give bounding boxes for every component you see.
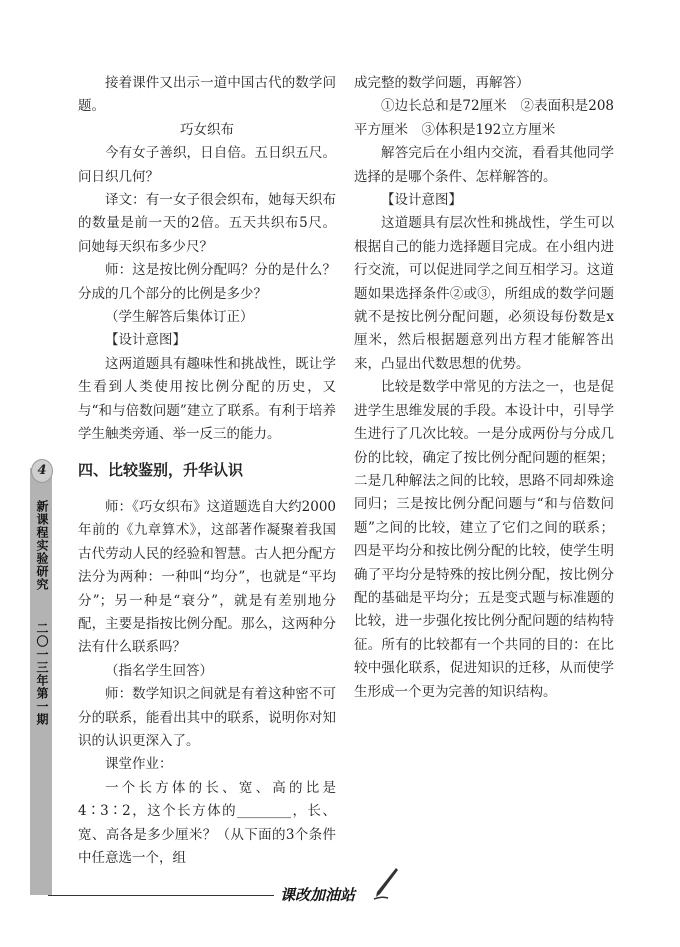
paragraph: 这两道题具有趣味性和挑战性，既让学生看到人类使用按比例分配的历史，又与“和与倍数问题”建立了联系。有利于培养学生触类旁通、举一反三的能力。: [78, 355, 336, 443]
pen-icon: [372, 866, 400, 900]
design-intent-label: 【设计意图】: [381, 192, 462, 209]
paragraph: 这道题具有层次性和挑战性，学生可以根据自己的能力选择题目完成。在小组内进行交流，可以促进同学之间互相学习。这道题如果选择条件②或③，所组成的数学问题就不是按比例分配问题，必须设每份数是x厘米，然后根据题意列出方程才能解答出来，凸显出代数思想的优势。: [354, 215, 614, 372]
paragraph: 比较是数学中常见的方法之一，也是促进学生思维发展的手段。本设计中，引导学生进行了几次比较。一是分成两份与分成几份的比较，确定了按比例分配问题的框架；二是几种解法之间的比较，思路不同却殊途同归；三是按比例分配问题与“和与倍数问题”之间的比较，建立了它们之间的联系；四是平均分和按比例分配的比较，使学生明确了平均分是特殊的按比例分配，按比例分配的基础是平均分；五是变式题与标准题的比较，进一步强化按比例分配问题的结构特征。所有的比较都有一个共同的目的：在比较中强化联系，促进知识的迁移，从而使学生形成一个更为完善的知识结构。: [354, 379, 614, 700]
paragraph: 师：数学知识之间就是有着这种密不可分的联系，能看出其中的联系，说明你对知识的认识更深入了。: [78, 686, 336, 749]
right-column: [354, 72, 614, 704]
section-heading: 四、比较鉴别，升华认识: [78, 460, 244, 479]
footer-brand: 课改加油站: [280, 886, 356, 904]
paragraph: （指名学生回答）: [105, 662, 213, 679]
paragraph: 译文：有一女子很会织布，她每天织布的数量是前一天的2倍。五天共织布5尺。问她每天织布多少尺？: [78, 192, 336, 255]
footer-rule: [48, 895, 274, 896]
page-number: 4: [31, 459, 53, 483]
paragraph: 课堂作业：: [105, 756, 173, 773]
paragraph: （学生解答后集体订正）: [105, 309, 254, 326]
design-intent-label: 【设计意图】: [105, 332, 186, 349]
paragraph: 成完整的数学问题，再解答）: [354, 75, 530, 91]
left-column: [78, 72, 336, 870]
paragraph: 师：这是按比例分配吗？分的是什么？分成的几个部分的比例是多少？: [78, 262, 336, 302]
problem-title: 巧女织布: [180, 121, 234, 138]
paragraph: 今有女子善织，日自倍。五日织五尺。问日织几何？: [78, 145, 336, 185]
journal-name: 新课程实验研究: [35, 500, 49, 591]
paragraph: 解答完后在小组内交流，看看其他同学选择的是哪个条件、怎样解答的。: [354, 145, 614, 185]
journal-issue: 二〇一三年第一期: [35, 622, 49, 726]
paragraph: 师：《巧女织布》这道题选自大约2000年前的《九章算术》，这部著作凝聚着我国古代劳动人民的经验和智慧。古人把分配方法分为两种：一种叫“均分”，也就是“平均分”；另一种是“衰分”，就是有差别地分配，主要是指按比例分配。那么，这两种分法有什么联系吗？: [78, 498, 336, 656]
paragraph: 接着课件又出示一道中国古代的数学问题。: [78, 75, 336, 115]
paragraph: 一个长方体的长、宽、高的比是4∶3∶2，这个长方体的________，长、宽、高各是多少厘米？（从下面的3个条件中任意选一个，组: [78, 779, 336, 866]
paragraph: ①边长总和是72厘米 ②表面积是208平方厘米 ③体积是192立方厘米: [354, 98, 614, 138]
